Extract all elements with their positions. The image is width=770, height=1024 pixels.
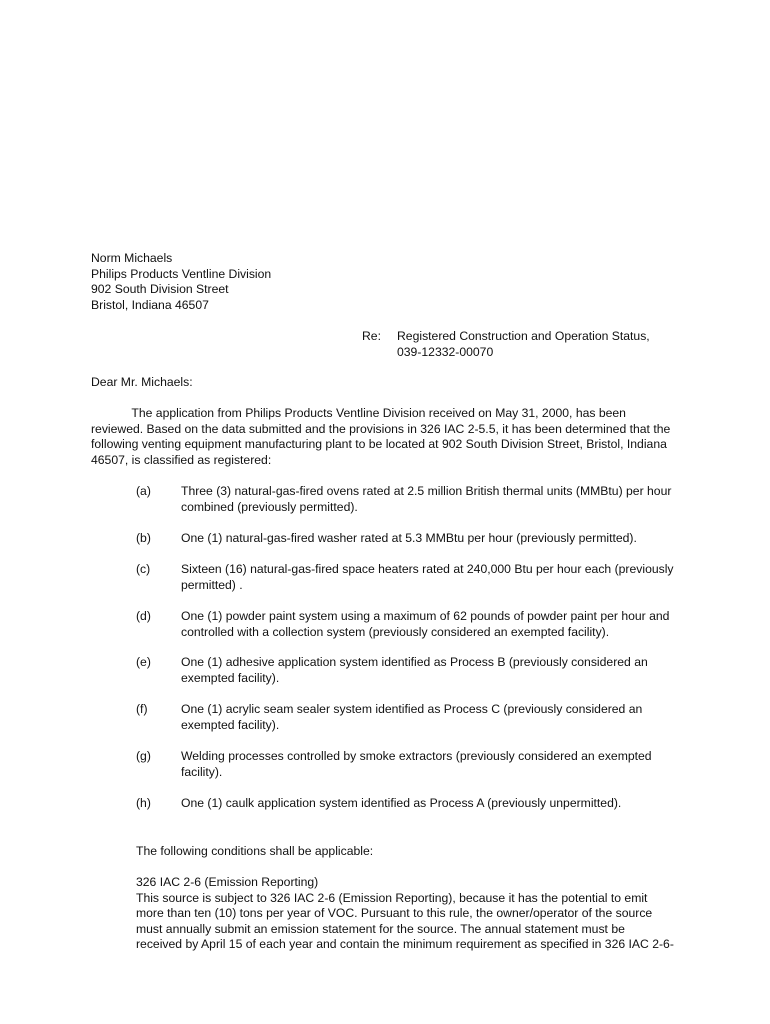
- item-label: (c): [136, 562, 151, 576]
- item-text: [181, 609, 691, 640]
- intro-line: 46507, is classified as registered:: [91, 452, 272, 467]
- item-text: [181, 531, 691, 547]
- item-label: (a): [136, 484, 151, 498]
- rule-title: 326 IAC 2-6 (Emission Reporting): [136, 875, 319, 889]
- item-label: (f): [136, 702, 148, 716]
- reference-line-1: Registered Construction and Operation Status,: [397, 329, 650, 343]
- rule-line: received by April 15 of each year and contain the minimum requirement as specified in 326 IAC 2-6-: [136, 937, 674, 952]
- intro-line: reviewed. Based on the data submitted and the provisions in 326 IAC 2-5.5, it has been determined that the: [91, 421, 671, 436]
- reference-text: [397, 329, 650, 360]
- recipient-street: 902 South Division Street: [91, 282, 229, 297]
- rule-section: [136, 875, 696, 953]
- recipient-company: Philips Products Ventline Division: [91, 266, 272, 281]
- item-line: controlled with a collection system (previously considered an exempted facility).: [181, 624, 610, 639]
- item-text: [181, 702, 691, 733]
- recipient-address: [91, 251, 271, 313]
- item-line: One (1) acrylic seam sealer system identified as Process C (previously considered an: [181, 702, 643, 716]
- item-label: (h): [136, 796, 151, 810]
- item-line: combined (previously permitted).: [181, 499, 358, 514]
- item-line: exempted facility).: [181, 670, 280, 685]
- item-text: [181, 484, 691, 515]
- item-line: Welding processes controlled by smoke extractors (previously considered an exempted: [181, 749, 652, 763]
- item-label: (b): [136, 531, 151, 545]
- intro-line: The application from Philips Products Ventline Division received on May 31, 2000, has been: [91, 406, 626, 420]
- item-text: [181, 562, 691, 593]
- item-label: (g): [136, 749, 151, 763]
- item-label: (d): [136, 609, 151, 623]
- intro-line: following venting equipment manufacturing plant to be located at 902 South Division Street, Bristol, Indiana: [91, 437, 667, 452]
- item-text: [181, 796, 691, 812]
- salutation: Dear Mr. Michaels:: [91, 375, 193, 389]
- item-line: Three (3) natural-gas-fired ovens rated at 2.5 million British thermal units (MMBtu) per hour: [181, 484, 672, 498]
- item-line: exempted facility).: [181, 717, 280, 732]
- rule-line: This source is subject to 326 IAC 2-6 (Emission Reporting), because it has the potential to emit: [136, 890, 648, 905]
- rule-line: must annually submit an emission statement for the source. The annual statement must be: [136, 921, 625, 936]
- conditions-intro: The following conditions shall be applicable:: [136, 844, 374, 858]
- recipient-city: Bristol, Indiana 46507: [91, 297, 209, 312]
- item-line: One (1) powder paint system using a maximum of 62 pounds of powder paint per hour and: [181, 609, 670, 623]
- item-text: [181, 655, 691, 686]
- item-text: [181, 749, 691, 780]
- rule-line: more than ten (10) tons per year of VOC. Pursuant to this rule, the owner/operator of the source: [136, 906, 653, 921]
- intro-paragraph: [91, 406, 681, 468]
- item-line: facility).: [181, 764, 223, 779]
- item-label: (e): [136, 655, 151, 669]
- reference-label: Re:: [362, 329, 381, 343]
- item-line: Sixteen (16) natural-gas-fired space heaters rated at 240,000 Btu per hour each (previously: [181, 562, 674, 576]
- recipient-name: Norm Michaels: [91, 251, 173, 265]
- item-line: permitted) .: [181, 577, 243, 592]
- item-line: One (1) adhesive application system identified as Process B (previously considered an: [181, 655, 648, 669]
- item-line: One (1) caulk application system identified as Process A (previously unpermitted).: [181, 796, 622, 810]
- item-line: One (1) natural-gas-fired washer rated at 5.3 MMBtu per hour (previously permitted).: [181, 531, 637, 545]
- reference-line-2: 039-12332-00070: [397, 344, 494, 359]
